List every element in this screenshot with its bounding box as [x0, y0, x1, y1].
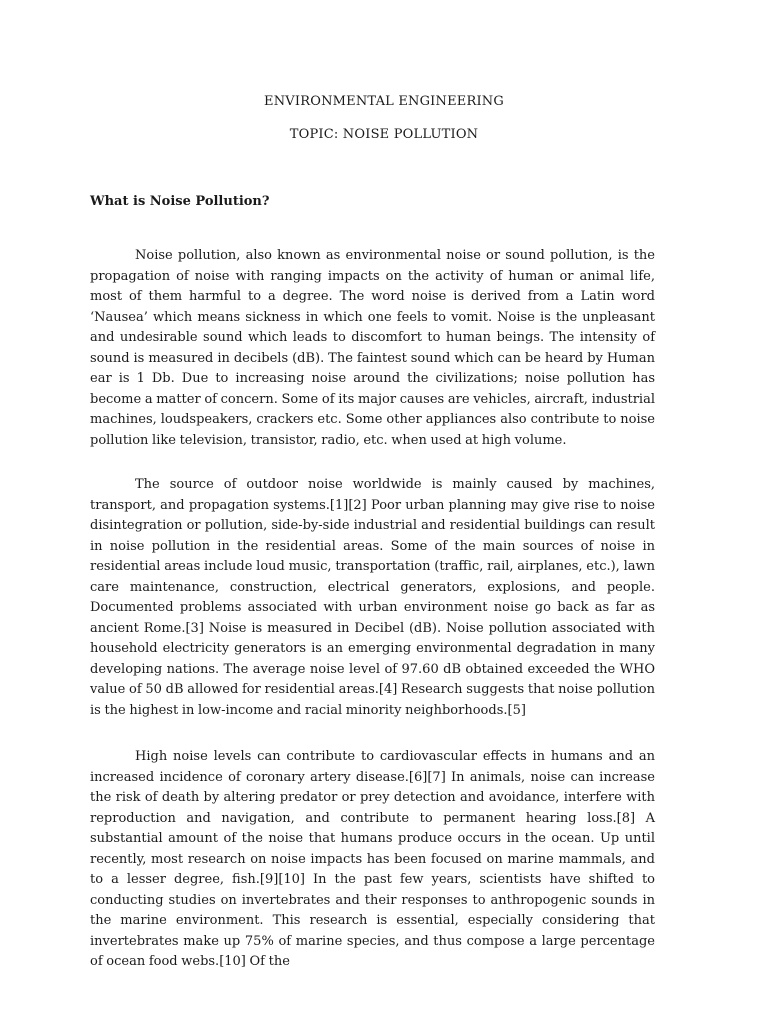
document-topic: TOPIC: NOISE POLLUTION [289, 127, 479, 142]
paragraph-effects: High noise levels can contribute to cardiovascular effects in humans and an increased incidence of coronary artery disease.[6][7] In animals, noise can increase the risk of death by altering predator or prey detection and avoidance, interfere with reproduction and navigation, and contribute to permanent hearing loss.[8] A substantial amount of the noise that humans produce occurs in the ocean. Up until recently, most research on noise impacts has been focused on marine mammals, and to a lesser degree, fish.[9][10] In the past few years, scientists have shifted to conducting studies on invertebrates and their responses to anthropogenic sounds in the marine environment. This research is essential, especially considering that invertebrates make up 75% of marine species, and thus compose a large percentage of ocean food webs.[10] Of the [90, 749, 655, 969]
document-title: ENVIRONMENTAL ENGINEERING [264, 94, 504, 109]
section-heading: What is Noise Pollution? [90, 194, 270, 209]
paragraph-definition: Noise pollution, also known as environmental noise or sound pollution, is the propagation of noise with ranging impacts on the activity of human or animal life, most of them harmful to a degree. The word noise is derived from a Latin word ‘Nausea’ which means sickness in which one feels to vomit. Noise is the unpleasant and undesirable sound which leads to discomfort to human beings. The intensity of sound is measured in decibels (dB). The faintest sound which can be heard by Human ear is 1 Db. Due to increasing noise around the civilizations; noise pollution has become a matter of concern. Some of its major causes are vehicles, aircraft, industrial machines, loudspeakers, crackers etc. Some other appliances also contribute to noise pollution like television, transistor, radio, etc. when used at high volume. [90, 248, 655, 448]
paragraph-sources: The source of outdoor noise worldwide is mainly caused by machines, transport, and propagation systems.[1][2] Poor urban planning may give rise to noise disintegration or pollution, side-by-side industrial and residential buildings can result in noise pollution in the residential areas. Some of the main sources of noise in residential areas include loud music, transportation (traffic, rail, airplanes, etc.), lawn care maintenance, construction, electrical generators, explosions, and people. Documented problems associated with urban environment noise go back as far as ancient Rome.[3] Noise is measured in Decibel (dB). Noise pollution associated with household electricity generators is an emerging environmental degradation in many developing nations. The average noise level of 97.60 dB obtained exceeded the WHO value of 50 dB allowed for residential areas.[4] Research suggests that noise pollution is the highest in low-income and racial minority neighborhoods.[5] [90, 477, 655, 718]
